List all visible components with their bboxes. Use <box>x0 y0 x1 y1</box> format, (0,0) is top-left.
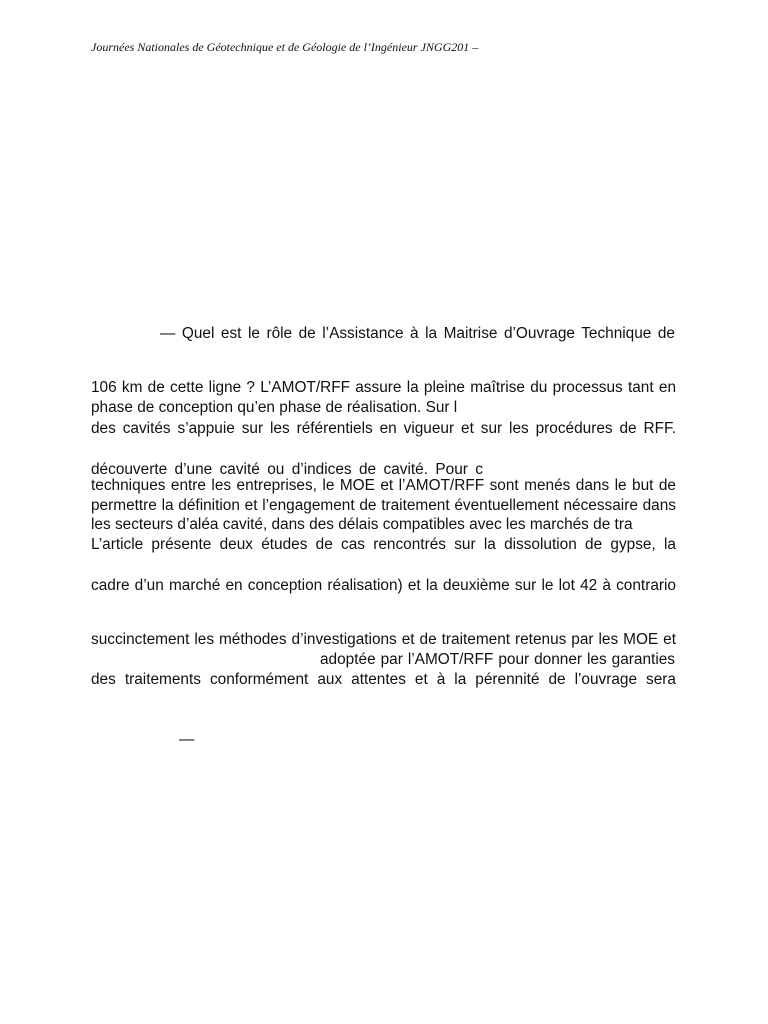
text-line: — Quel est le rôle de l’Assistance à la Maitrise d’Ouvrage Technique de <box>160 325 675 342</box>
running-header: Journées Nationales de Géotechnique et de Géologie de l’Ingénieur JNGG201 – <box>91 40 479 54</box>
text-line: cadre d’un marché en conception réalisation) et la deuxième sur le lot 42 à contrario <box>91 577 676 594</box>
text-line: techniques entre les entreprises, le MOE et l’AMOT/RFF sont menés dans le but de <box>91 477 676 494</box>
text-line: des cavités s’appuie sur les référentiels en vigueur et sur les procédures de RFF. <box>91 420 676 437</box>
text-line: des traitements conformément aux attentes et à la pérennité de l’ouvrage sera <box>91 671 676 688</box>
text-line: découverte d’une cavité ou d’indices de cavité. Pour c <box>91 461 483 478</box>
dash-mark: — <box>179 731 195 748</box>
text-line: les secteurs d’aléa cavité, dans des délais compatibles avec les marchés de tra <box>91 516 633 533</box>
text-line: phase de conception qu’en phase de réalisation. Sur l <box>91 399 458 416</box>
text-line: L’article présente deux études de cas rencontrés sur la dissolution de gypse, la <box>91 536 676 553</box>
text-line: permettre la définition et l’engagement de traitement éventuellement nécessaire dans <box>91 497 676 514</box>
text-line: adoptée par l’AMOT/RFF pour donner les garanties <box>320 651 675 668</box>
text-line: 106 km de cette ligne ? L’AMOT/RFF assure la pleine maîtrise du processus tant en <box>91 379 676 396</box>
text-line: succinctement les méthodes d’investigations et de traitement retenus par les MOE et <box>91 631 676 648</box>
